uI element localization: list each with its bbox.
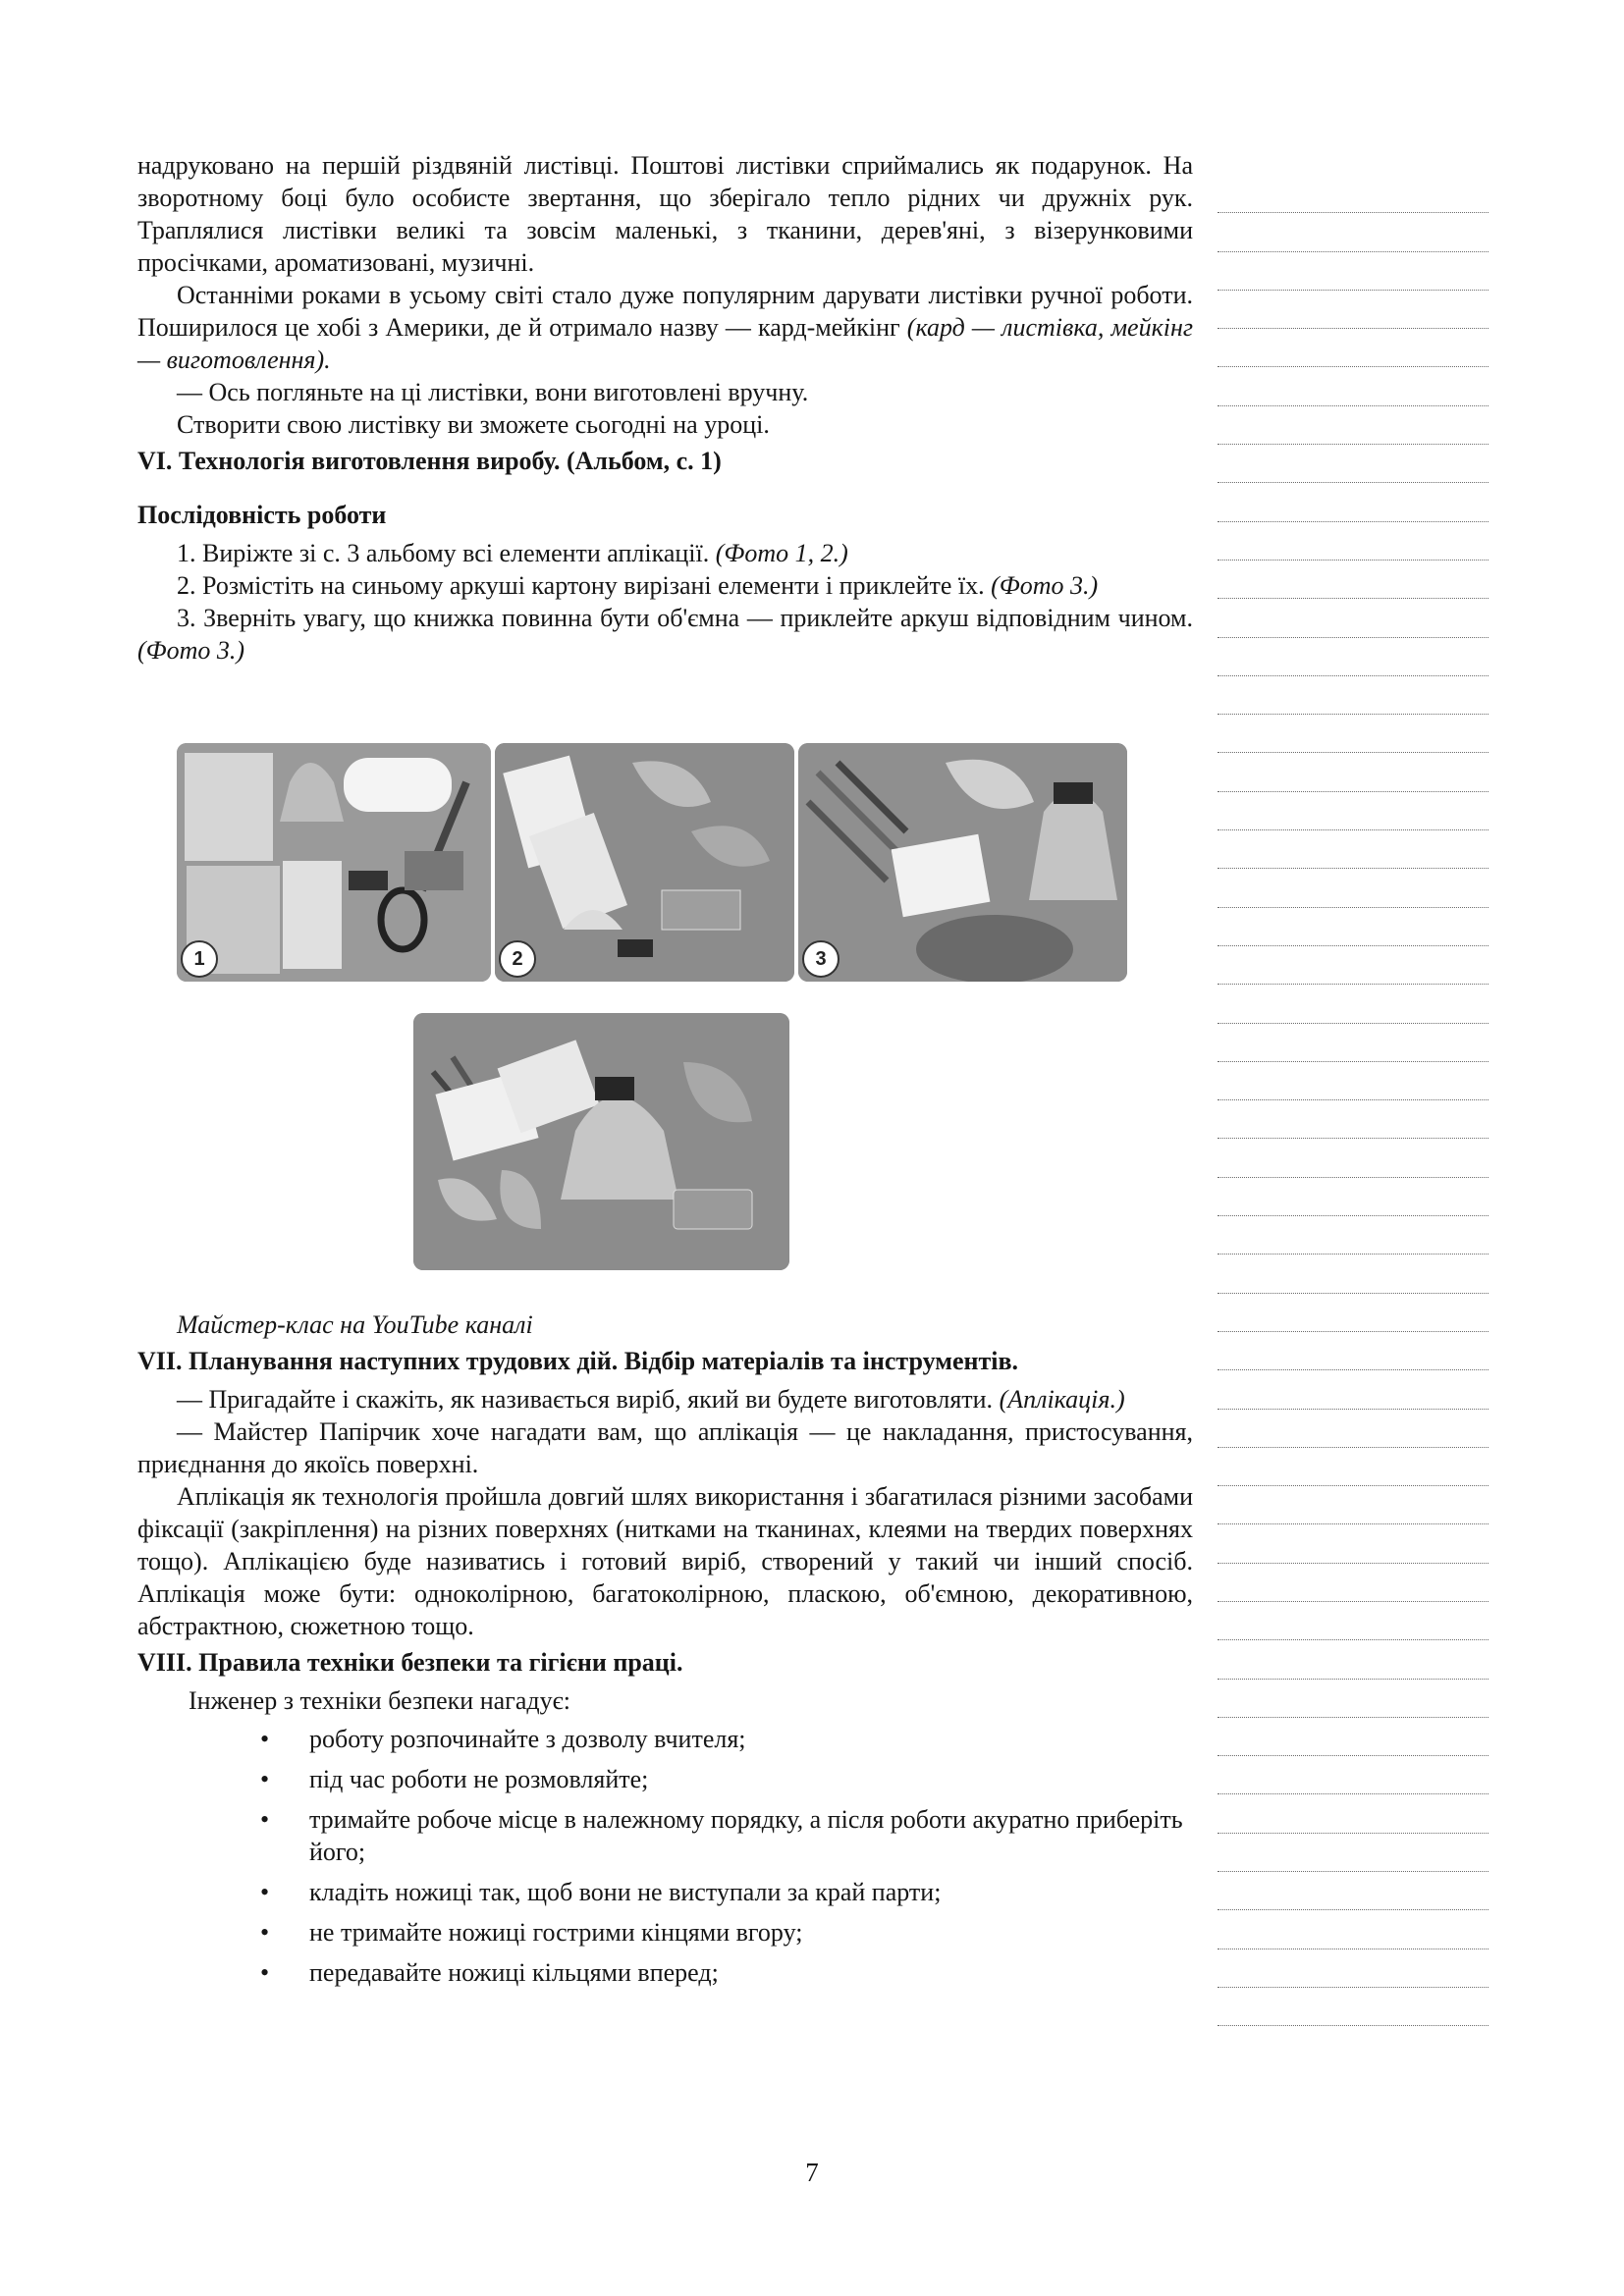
step-1-photo: (Фото 1, 2.) (715, 539, 848, 567)
para-recent-italic: (кард — листівка, мейкінг — виготовлення). (137, 313, 1194, 374)
question-name-answer: (Аплікація.) (999, 1385, 1125, 1414)
photo-2 (495, 743, 794, 982)
safety-rule: • під час роботи не розмовляйте; (137, 1763, 1193, 1795)
photo-1 (177, 743, 491, 982)
photo-1-image (177, 743, 491, 982)
papirchyk-remark: — Майстер Папірчик хоче нагадати вам, що аплікація — це накладання, пристосування, приєднання до якоїсь поверхні. (137, 1417, 1193, 1478)
safety-rule: • кладіть ножиці так, щоб вони не виступали за край парти; (137, 1876, 1193, 1908)
safety-rule: • не тримайте ножиці гострими кінцями вгору; (137, 1916, 1193, 1949)
section7-heading: VII. Планування наступних трудових дій. Відбір матеріалів та інструментів. (137, 1347, 1019, 1375)
photo-1-number: 1 (181, 940, 218, 978)
main-text-column (137, 149, 1193, 667)
para-intro: надруковано на першій різдвяній листівці. Поштові листівки сприймались як подарунок. На зворотному боці було особисте звертання, що зберігало тепло рідних чи дружніх рук. Траплялися листівки великі та зовсім маленькі, з тканини, дерев'яні, з візерунковими просічками, ароматизовані, музичні. (137, 151, 1193, 277)
photo-3 (798, 743, 1127, 982)
para-recent (137, 279, 1193, 376)
photo-4-image (413, 1013, 789, 1270)
step-3-photo: (Фото 3.) (137, 636, 245, 665)
sequence-title: Послідовність роботи (137, 501, 387, 529)
photo-2-number: 2 (499, 940, 536, 978)
section8-heading: VIII. Правила техніки безпеки та гігієни праці. (137, 1648, 683, 1677)
note-lines (1218, 175, 1489, 2026)
step-2-text: 2. Розмістіть на синьому аркуші картону вирізані елементи і приклейте їх. (177, 571, 985, 600)
step-3 (137, 602, 1193, 667)
master-class-text: Майстер-клас на YouTube каналі (177, 1310, 533, 1339)
step-3-text: 3. Зверніть увагу, що книжка повинна бути об'ємна — приклейте аркуш відповідним чином. (177, 604, 1193, 632)
step-1-text: 1. Виріжте зі с. 3 альбому всі елементи аплікації. (177, 539, 710, 567)
main-text-column-lower (137, 1308, 1193, 1997)
master-class-caption (137, 1308, 1193, 1341)
section6-heading: VI. Технологія виготовлення виробу. (Альбом, с. 1) (137, 447, 722, 475)
page-number: 7 (805, 2158, 819, 2187)
applique-text: Аплікація як технологія пройшла довгий шлях використання і збагатилася різними засобами фіксації (закріплення) на різних поверхнях (нитками на тканинах, клеями на твердих поверхнях тощо). Аплікацією буде називатись і готовий виріб, створений у такий чи інший спосіб. Аплікація може бути: одноколірною, багатоколірною, пласкою, об'ємною, декоративною, абстрактною, сюжетною тощо. (137, 1482, 1193, 1640)
safety-rule: • тримайте робоче місце в належному порядку, а після роботи акуратно приберіть його; (137, 1803, 1193, 1868)
step-1 (137, 537, 1193, 569)
safety-rule: • передавайте ножиці кільцями вперед; (137, 1956, 1193, 1989)
photo-3-number: 3 (802, 940, 839, 978)
safety-rule: • роботу розпочинайте з дозволу вчителя; (137, 1723, 1193, 1755)
question-name-text: — Пригадайте і скажіть, як називається виріб, який ви будете виготовляти. (177, 1385, 994, 1414)
step-2 (137, 569, 1193, 602)
step-2-photo: (Фото 3.) (991, 571, 1099, 600)
photo-2-image (495, 743, 794, 982)
safety-rules-list (137, 1723, 1193, 1989)
photo-4-finished-card (413, 1013, 789, 1270)
engineer-intro: Інженер з техніки безпеки нагадує: (189, 1686, 570, 1715)
para-recent-text: Останніми роками в усьому світі стало дуже популярним дарувати листівки ручної роботи. Поширилося це хобі з Америки, де й отримало назву — кард-мейкінг (137, 281, 1193, 342)
photo-3-image (798, 743, 1127, 982)
dialog-cards: — Ось погляньте на ці листівки, вони виготовлені вручну. (177, 378, 809, 406)
para-create: Створити свою листівку ви зможете сьогодні на уроці. (177, 410, 770, 439)
question-name (137, 1383, 1193, 1415)
